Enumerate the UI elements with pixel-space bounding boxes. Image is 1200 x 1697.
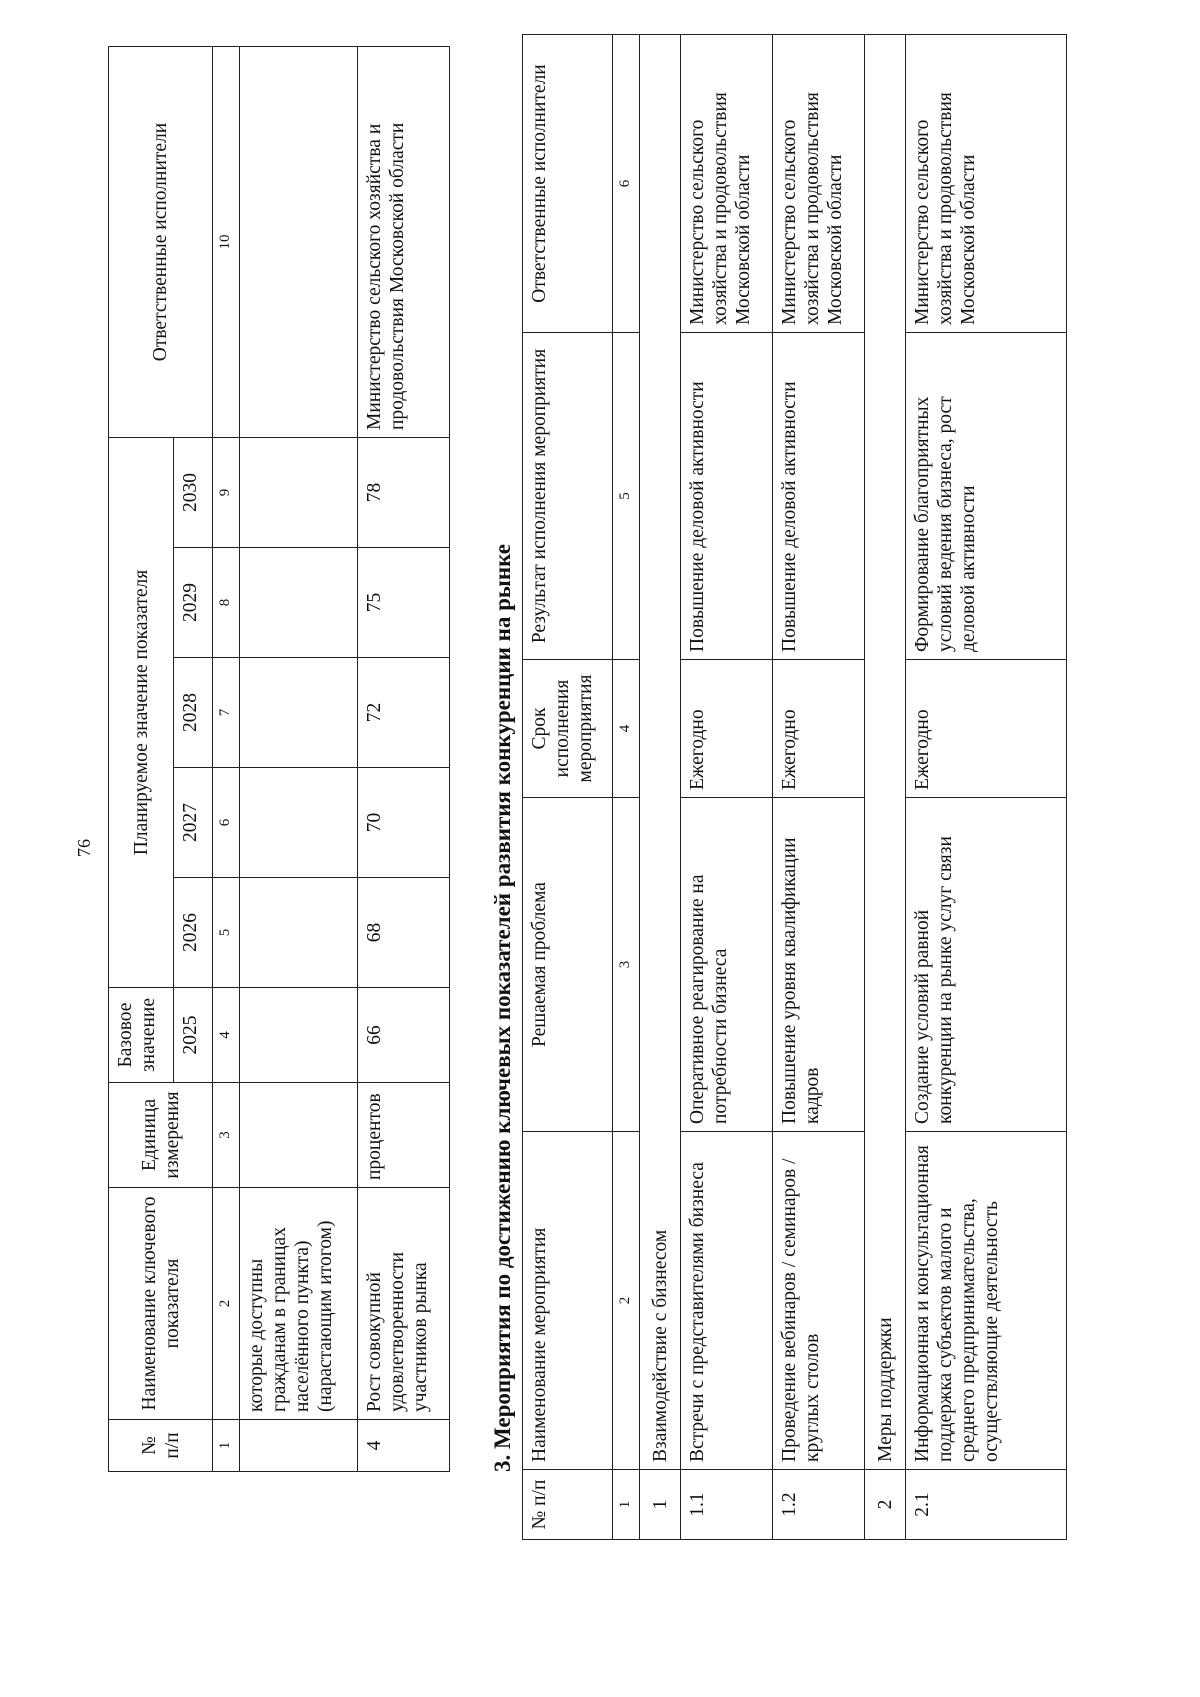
header-no: № п/п [109, 1420, 213, 1472]
col-num: 1 [613, 1470, 640, 1540]
cell-value-2026: 68 [358, 878, 450, 988]
section-title: 3. Мероприятия по достижению ключевых показателей развития конкуренции на рынке [490, 543, 515, 1472]
cell-responsible: Министерство сельского хозяйства и продовольствия Московской области [773, 35, 865, 333]
cell-problem: Оперативное реагирование на потребности бизнеса [681, 798, 773, 1132]
cell-responsible: Министерство сельского хозяйства и продовольствия Московской области [906, 35, 1067, 333]
cell-no: 1.2 [773, 1470, 865, 1540]
cell-no: 2.1 [906, 1470, 1067, 1540]
header-base: Базовое значение [109, 988, 174, 1083]
col-num: 10 [213, 47, 240, 438]
cell-value [240, 548, 358, 658]
cell-value-2030: 78 [358, 438, 450, 548]
header-row [523, 35, 613, 1540]
header-name: Наименование ключевого показателя [109, 1188, 213, 1420]
header-name: Наименование мероприятия [523, 1132, 613, 1470]
year-2030: 2030 [174, 438, 213, 548]
cell-unit: процентов [358, 1083, 450, 1188]
column-numbers-row [213, 47, 240, 1472]
header-term: Срок исполнения мероприятия [523, 660, 613, 798]
header-row [109, 47, 174, 1472]
section-title-cell: Взаимодействие с бизнесом [640, 35, 681, 1470]
header-unit: Единица измерения [109, 1083, 213, 1188]
cell-term: Ежегодно [681, 660, 773, 798]
col-num: 4 [613, 660, 640, 798]
col-num: 6 [213, 768, 240, 878]
header-problem: Решаемая проблема [523, 798, 613, 1132]
year-2025: 2025 [174, 988, 213, 1083]
col-num: 9 [213, 438, 240, 548]
cell-responsible: Министерство сельского хозяйства и продовольствия Московской области [358, 47, 450, 438]
measures-table-wrapper [522, 35, 1067, 1540]
col-num: 7 [213, 658, 240, 768]
table-row [681, 35, 773, 1540]
header-responsible: Ответственные исполнители [523, 35, 613, 333]
indicators-table-wrapper [108, 47, 450, 1472]
table-row [773, 35, 865, 1540]
header-planned: Планируемое значение показателя [109, 438, 174, 988]
col-num: 2 [613, 1132, 640, 1470]
indicators-table [108, 46, 450, 1472]
cell-unit [240, 1083, 358, 1188]
cell-responsible: Министерство сельского хозяйства и продовольствия Московской области [681, 35, 773, 333]
table-row [358, 47, 450, 1472]
header-no: № п/п [523, 1470, 613, 1540]
cell-no [240, 1420, 358, 1472]
section-no: 1 [640, 1470, 681, 1540]
cell-name: Информационная и консультационная поддержка субъектов малого и среднего предпринимательства, осуществляющие деятельность [906, 1132, 1067, 1470]
year-2026: 2026 [174, 878, 213, 988]
header-result: Результат исполнения мероприятия [523, 333, 613, 660]
cell-value [240, 658, 358, 768]
cell-name: Встречи с представителями бизнеса [681, 1132, 773, 1470]
table-row [240, 47, 358, 1472]
cell-responsible [240, 47, 358, 438]
year-2027: 2027 [174, 768, 213, 878]
col-num: 5 [613, 333, 640, 660]
cell-term: Ежегодно [906, 660, 1067, 798]
cell-value-2027: 70 [358, 768, 450, 878]
page-number: 76 [74, 839, 94, 857]
col-num: 8 [213, 548, 240, 658]
cell-value-2025: 66 [358, 988, 450, 1083]
section-row [640, 35, 681, 1540]
col-num: 2 [213, 1188, 240, 1420]
year-2029: 2029 [174, 548, 213, 658]
cell-value [240, 988, 358, 1083]
col-num: 1 [213, 1420, 240, 1472]
year-2028: 2028 [174, 658, 213, 768]
col-num: 4 [213, 988, 240, 1083]
cell-name: Рост совокупной удовлетворенности участников рынка [358, 1188, 450, 1420]
cell-result: Формирование благоприятных условий ведения бизнеса, рост деловой активности [906, 333, 1067, 660]
cell-no: 1.1 [681, 1470, 773, 1540]
cell-problem: Создание условий равной конкуренции на рынке услуг связи [906, 798, 1067, 1132]
cell-value-2028: 72 [358, 658, 450, 768]
cell-value [240, 768, 358, 878]
col-num: 3 [613, 798, 640, 1132]
cell-name: Проведение вебинаров / семинаров / круглых столов [773, 1132, 865, 1470]
cell-value [240, 878, 358, 988]
table-row [906, 35, 1067, 1540]
header-responsible: Ответственные исполнители [109, 47, 213, 438]
measures-table [522, 34, 1067, 1540]
cell-value-2029: 75 [358, 548, 450, 658]
cell-result: Повышение деловой активности [681, 333, 773, 660]
section-title-cell: Меры поддержки [865, 35, 906, 1470]
section-row [865, 35, 906, 1540]
col-num: 3 [213, 1083, 240, 1188]
cell-problem: Повышение уровня квалификации кадров [773, 798, 865, 1132]
cell-no: 4 [358, 1420, 450, 1472]
cell-value [240, 438, 358, 548]
cell-term: Ежегодно [773, 660, 865, 798]
col-num: 5 [213, 878, 240, 988]
column-numbers-row [613, 35, 640, 1540]
col-num: 6 [613, 35, 640, 333]
section-no: 2 [865, 1470, 906, 1540]
cell-result: Повышение деловой активности [773, 333, 865, 660]
cell-name: которые доступны гражданам в границах населённого пункта) (нарастающим итогом) [240, 1188, 358, 1420]
